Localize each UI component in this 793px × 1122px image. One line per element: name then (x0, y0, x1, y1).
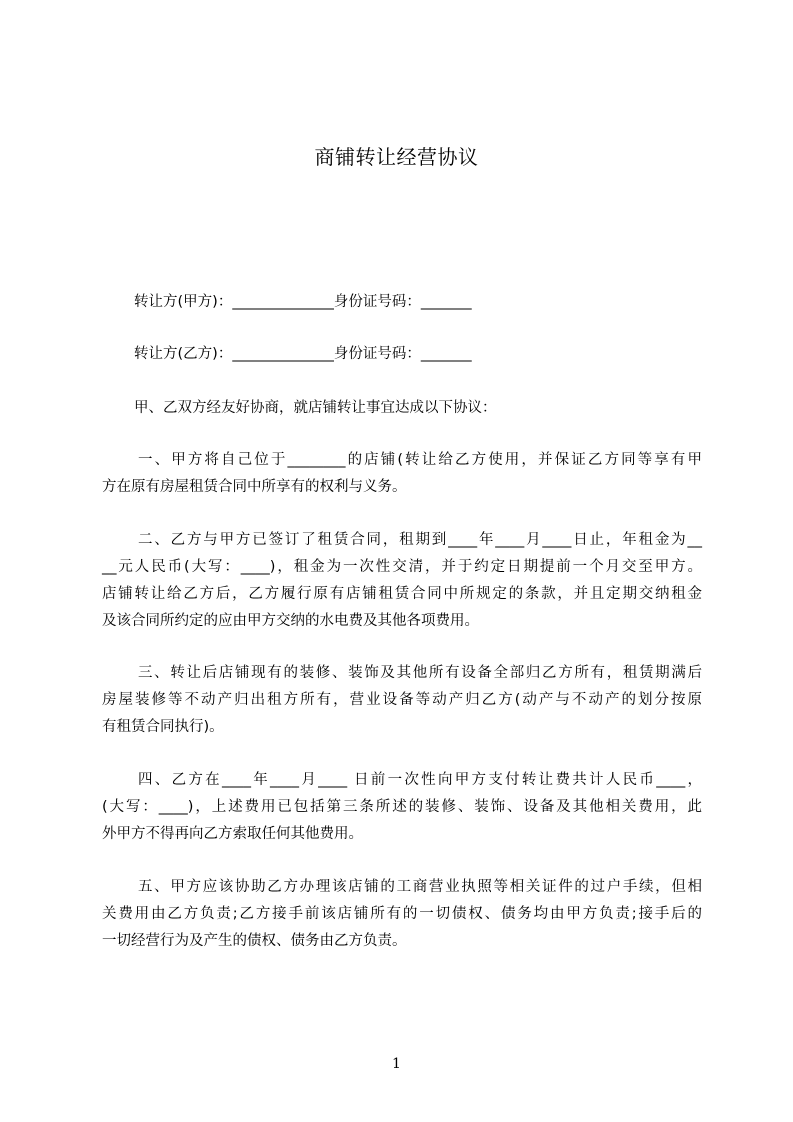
clause-5-line-1: 五、甲方应该协助乙方办理该店铺的工商营业执照等相关证件的过户手续，但相 (138, 879, 702, 895)
clause-5 (102, 874, 702, 955)
clause-1-line-1: 一、甲方将自己位于________的店铺(转让给乙方使用，并保证乙方同等享有甲 (138, 452, 702, 468)
clause-2-line-4: 及该合同所约定的应由甲方交纳的水电费及其他各项费用。 (102, 613, 479, 629)
clause-3-line-3: 有租赁合同执行)。 (102, 719, 224, 735)
clause-4-line-3: 外甲方不得再向乙方索取任何其他费用。 (102, 826, 363, 842)
clause-4-line-2: (大写：____)，上述费用已包括第三条所述的装修、装饰、设备及其他相关费用，此 (102, 799, 702, 815)
clause-2-line-1: 二、乙方与甲方已签订了租赁合同，租期到____年____月____日止，年租金为__ (138, 532, 702, 548)
intro-line: 甲、乙双方经友好协商，就店铺转让事宜达成以下协议： (134, 400, 497, 416)
party-a-line: 转让方(甲方)：______________身份证号码：_______ (134, 294, 472, 310)
clause-1 (102, 447, 702, 501)
clause-2 (102, 527, 702, 635)
document-title: 商铺转让经营协议 (314, 145, 479, 169)
page-number: 1 (392, 1056, 401, 1072)
clause-4-line-1: 四、乙方在____年____月____ 日前一次性向甲方支付转让费共计人民币____， (138, 772, 702, 788)
clause-2-line-3: 店铺转让给乙方后，乙方履行原有店铺租赁合同中所规定的条款，并且定期交纳租金 (102, 586, 702, 602)
clause-5-line-2: 关费用由乙方负责;乙方接手前该店铺所有的一切债权、债务均由甲方负责;接手后的 (102, 906, 702, 922)
clause-1-line-2: 方在原有房屋租赁合同中所享有的权利与义务。 (102, 479, 407, 495)
clause-3 (102, 660, 702, 741)
clause-3-line-2: 房屋装修等不动产归出租方所有，营业设备等动产归乙方(动产与不动产的划分按原 (102, 692, 702, 708)
clause-3-line-1: 三、转让后店铺现有的装修、装饰及其他所有设备全部归乙方所有，租赁期满后 (138, 665, 702, 681)
party-b-line: 转让方(乙方)：______________身份证号码：_______ (134, 346, 472, 362)
clause-4 (102, 767, 702, 848)
clause-2-line-2: __元人民币(大写：____)，租金为一次性交清，并于约定日期提前一个月交至甲方。 (102, 559, 702, 575)
clause-5-line-3: 一切经营行为及产生的债权、债务由乙方负责。 (102, 933, 407, 949)
